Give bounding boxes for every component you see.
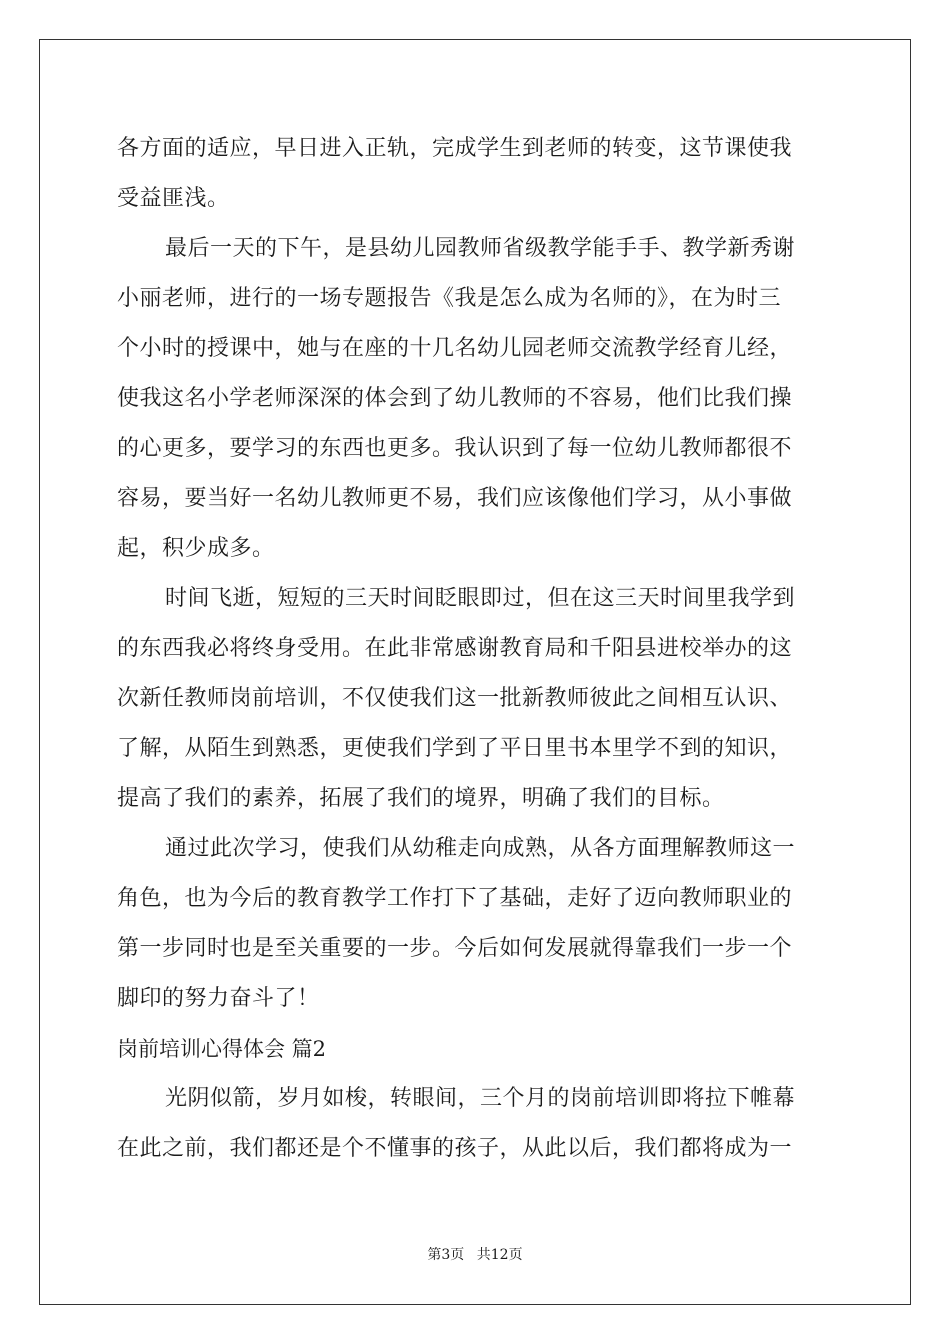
body-line: 第一步同时也是至关重要的一步。今后如何发展就得靠我们一步一个 xyxy=(117,936,793,961)
body-line: 通过此次学习，使我们从幼稚走向成熟，从各方面理解教师这一 xyxy=(165,836,796,861)
body-line: 的心更多，要学习的东西也更多。我认识到了每一位幼儿教师都很不 xyxy=(117,436,793,461)
body-line: 提高了我们的素养，拓展了我们的境界，明确了我们的目标。 xyxy=(117,786,725,811)
body-line: 在此之前，我们都还是个不懂事的孩子，从此以后，我们都将成为一 xyxy=(117,1136,793,1161)
body-line: 最后一天的下午，是县幼儿园教师省级教学能手手、教学新秀谢 xyxy=(165,236,796,261)
body-line: 时间飞逝，短短的三天时间眨眼即过，但在这三天时间里我学到 xyxy=(165,586,796,611)
body-line: 了解，从陌生到熟悉，更使我们学到了平日里书本里学不到的知识， xyxy=(117,736,793,761)
body-line: 小丽老师，进行的一场专题报告《我是怎么成为名师的》，在为时三 xyxy=(117,286,782,311)
body-line: 的东西我必将终身受用。在此非常感谢教育局和千阳县进校举办的这 xyxy=(117,636,793,661)
page-border xyxy=(39,39,911,1305)
body-line: 各方面的适应，早日进入正轨，完成学生到老师的转变，这节课使我 xyxy=(117,136,793,161)
body-line: 使我这名小学老师深深的体会到了幼儿教师的不容易，他们比我们操 xyxy=(117,386,793,411)
body-line: 起，积少成多。 xyxy=(117,536,275,561)
body-line: 脚印的努力奋斗了！ xyxy=(117,986,320,1011)
page-number: 第3页 xyxy=(427,1247,465,1263)
body-line: 次新任教师岗前培训，不仅使我们这一批新教师彼此之间相互认识、 xyxy=(117,686,793,711)
body-line: 光阴似箭，岁月如梭，转眼间，三个月的岗前培训即将拉下帷幕 xyxy=(165,1086,796,1111)
body-line: 个小时的授课中，她与在座的十几名幼儿园老师交流教学经育儿经， xyxy=(117,336,793,361)
total-pages: 共12页 xyxy=(476,1247,523,1263)
body-line: 容易，要当好一名幼儿教师更不易，我们应该像他们学习，从小事做 xyxy=(117,486,793,511)
page-footer xyxy=(0,1245,950,1265)
section-heading: 岗前培训心得体会 篇2 xyxy=(117,1037,327,1061)
body-line: 角色，也为今后的教育教学工作打下了基础，走好了迈向教师职业的 xyxy=(117,886,793,911)
body-line: 受益匪浅。 xyxy=(117,186,230,211)
